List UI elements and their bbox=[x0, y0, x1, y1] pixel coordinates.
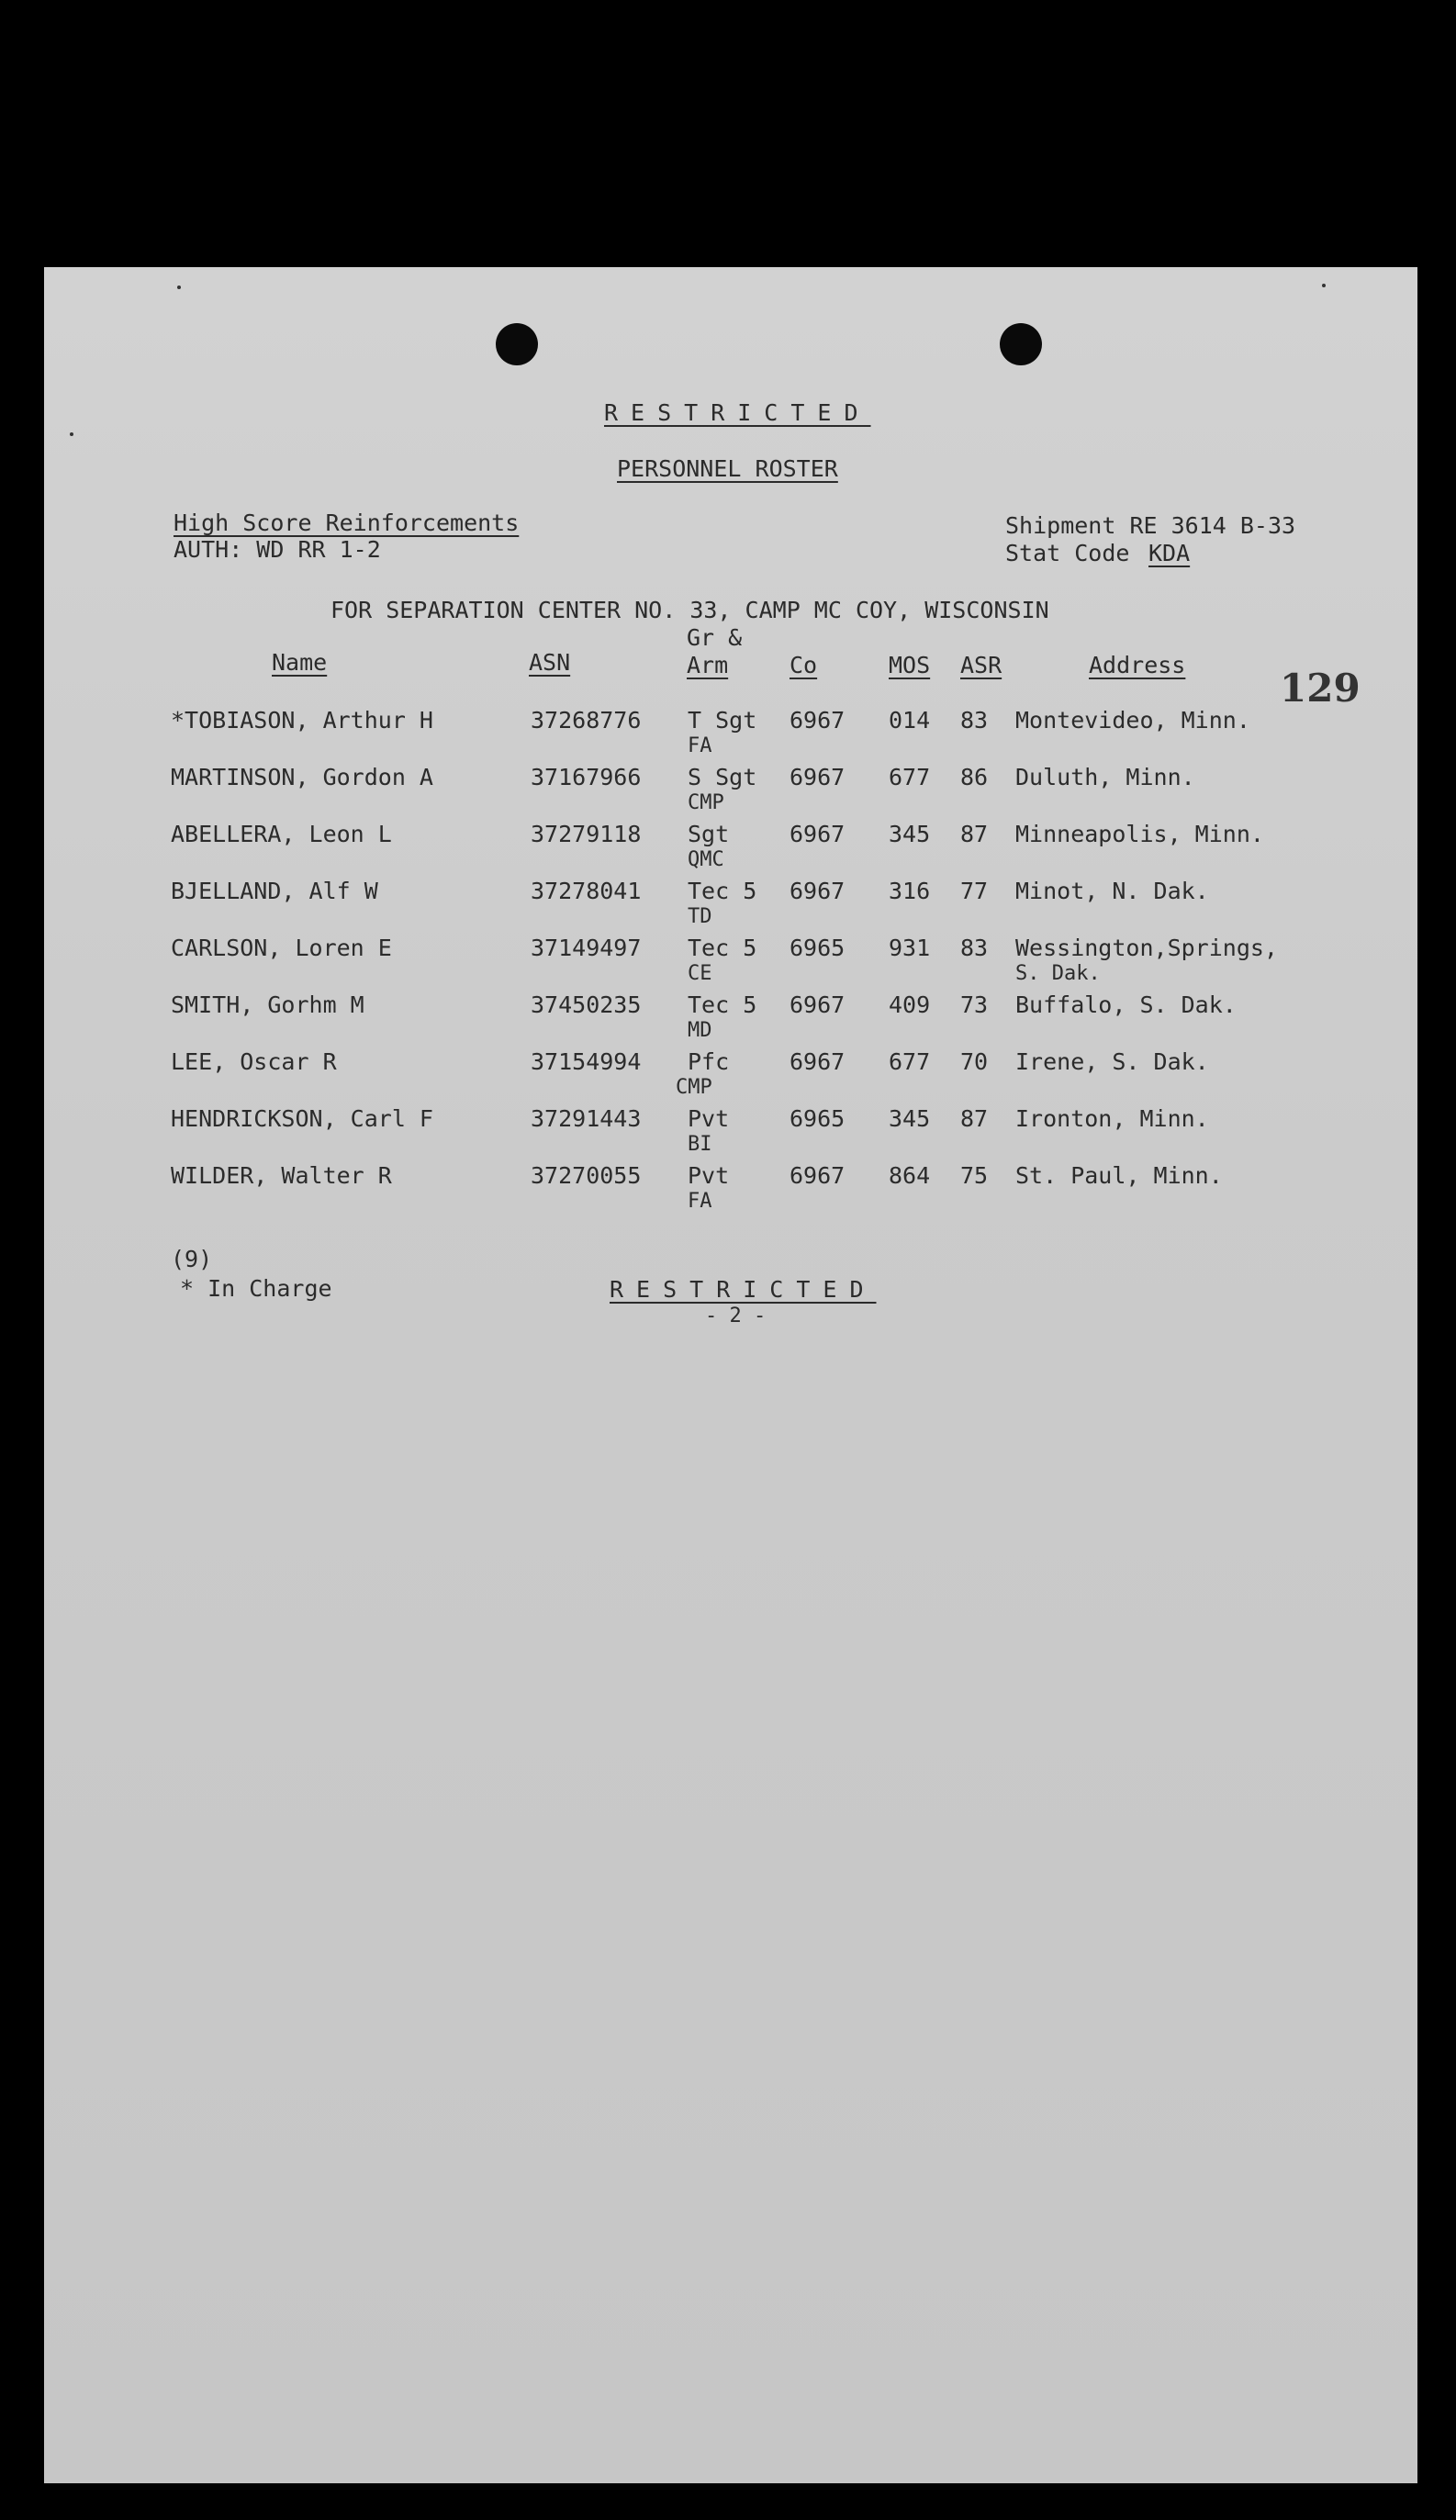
cell-mos: 677 bbox=[889, 1048, 931, 1075]
cell-arm: CE bbox=[688, 962, 712, 985]
cell-co: 6967 bbox=[790, 991, 846, 1018]
page-footer: - 2 - bbox=[705, 1305, 767, 1327]
cell-grade: T Sgt bbox=[688, 707, 757, 734]
punch-hole-right bbox=[1000, 323, 1042, 365]
cell-name: WILDER, Walter R bbox=[171, 1162, 392, 1189]
cell-address: Ironton, Minn. bbox=[1015, 1105, 1209, 1132]
cell-arm: FA bbox=[688, 1190, 712, 1213]
cell-arm: CMP bbox=[676, 1076, 712, 1099]
cell-address: Duluth, Minn. bbox=[1015, 764, 1195, 790]
cell-address: St. Paul, Minn. bbox=[1015, 1162, 1223, 1189]
document-title: PERSONNEL ROSTER bbox=[617, 455, 838, 482]
cell-co: 6967 bbox=[790, 764, 846, 790]
cell-arm: BI bbox=[688, 1133, 712, 1156]
stat-code-label: Stat Code bbox=[1005, 540, 1130, 566]
cell-asr: 83 bbox=[960, 707, 989, 734]
table-row bbox=[44, 993, 1417, 1050]
cell-co: 6965 bbox=[790, 935, 846, 961]
cell-address: Montevideo, Minn. bbox=[1015, 707, 1250, 734]
column-header-name: Name bbox=[272, 649, 328, 676]
cell-address-line2: S. Dak. bbox=[1015, 962, 1101, 985]
table-row bbox=[44, 936, 1417, 993]
cell-grade: Pfc bbox=[688, 1048, 730, 1075]
cell-co: 6967 bbox=[790, 707, 846, 734]
cell-asn: 37149497 bbox=[531, 935, 642, 961]
cell-asn: 37154994 bbox=[531, 1048, 642, 1075]
cell-arm: QMC bbox=[688, 848, 724, 871]
cell-co: 6967 bbox=[790, 1162, 846, 1189]
column-header-address: Address bbox=[1089, 652, 1186, 678]
cell-mos: 931 bbox=[889, 935, 931, 961]
classification-footer: RESTRICTED bbox=[610, 1276, 877, 1303]
cell-asr: 87 bbox=[960, 1105, 989, 1132]
cell-asr: 75 bbox=[960, 1162, 989, 1189]
cell-name: LEE, Oscar R bbox=[171, 1048, 337, 1075]
table-row bbox=[44, 879, 1417, 936]
cell-asn: 37268776 bbox=[531, 707, 642, 734]
cell-asn: 37450235 bbox=[531, 991, 642, 1018]
speck bbox=[177, 286, 181, 289]
cell-co: 6965 bbox=[790, 1105, 846, 1132]
cell-mos: 316 bbox=[889, 878, 931, 904]
cell-name: SMITH, Gorhm M bbox=[171, 991, 364, 1018]
cell-grade: Pvt bbox=[688, 1162, 730, 1189]
in-charge-note: * In Charge bbox=[180, 1275, 332, 1302]
cell-name: *TOBIASON, Arthur H bbox=[171, 707, 433, 734]
stat-code: KDA bbox=[1148, 540, 1191, 566]
group-name: High Score Reinforcements bbox=[174, 510, 520, 536]
document-page bbox=[44, 267, 1417, 2483]
column-header-grade-top: Gr & bbox=[687, 624, 743, 651]
column-header-mos: MOS bbox=[889, 652, 931, 678]
cell-arm: CMP bbox=[688, 791, 724, 814]
roster-count: (9) bbox=[171, 1246, 213, 1272]
cell-address: Buffalo, S. Dak. bbox=[1015, 991, 1237, 1018]
cell-mos: 409 bbox=[889, 991, 931, 1018]
cell-address: Minneapolis, Minn. bbox=[1015, 821, 1264, 847]
column-header-grade-bottom: Arm bbox=[687, 652, 729, 678]
cell-asr: 77 bbox=[960, 878, 989, 904]
cell-name: ABELLERA, Leon L bbox=[171, 821, 392, 847]
cell-address: Wessington,Springs, bbox=[1015, 935, 1278, 961]
cell-grade: Tec 5 bbox=[688, 991, 757, 1018]
table-row bbox=[44, 1050, 1417, 1107]
cell-asr: 87 bbox=[960, 821, 989, 847]
table-row bbox=[44, 823, 1417, 879]
cell-mos: 677 bbox=[889, 764, 931, 790]
cell-asn: 37270055 bbox=[531, 1162, 642, 1189]
cell-address: Minot, N. Dak. bbox=[1015, 878, 1209, 904]
cell-asr: 86 bbox=[960, 764, 989, 790]
cell-arm: FA bbox=[688, 734, 712, 757]
speck bbox=[70, 432, 73, 436]
cell-asn: 37291443 bbox=[531, 1105, 642, 1132]
cell-arm: TD bbox=[688, 905, 712, 928]
table-row bbox=[44, 766, 1417, 823]
cell-name: BJELLAND, Alf W bbox=[171, 878, 378, 904]
punch-hole-left bbox=[496, 323, 538, 365]
cell-asn: 37167966 bbox=[531, 764, 642, 790]
column-header-co: Co bbox=[790, 652, 818, 678]
cell-name: MARTINSON, Gordon A bbox=[171, 764, 433, 790]
destination: FOR SEPARATION CENTER NO. 33, CAMP MC COY, WISCONSIN bbox=[330, 597, 1049, 623]
cell-co: 6967 bbox=[790, 878, 846, 904]
cell-asr: 73 bbox=[960, 991, 989, 1018]
cell-co: 6967 bbox=[790, 821, 846, 847]
cell-mos: 014 bbox=[889, 707, 931, 734]
cell-grade: Pvt bbox=[688, 1105, 730, 1132]
page-number-stamp: 129 bbox=[1280, 666, 1361, 711]
cell-name: HENDRICKSON, Carl F bbox=[171, 1105, 433, 1132]
column-header-asr: ASR bbox=[960, 652, 1002, 678]
column-header-asn: ASN bbox=[529, 649, 571, 676]
authority: AUTH: WD RR 1-2 bbox=[174, 536, 381, 563]
cell-mos: 345 bbox=[889, 1105, 931, 1132]
cell-grade: Sgt bbox=[688, 821, 730, 847]
cell-mos: 345 bbox=[889, 821, 931, 847]
cell-name: CARLSON, Loren E bbox=[171, 935, 392, 961]
table-row bbox=[44, 709, 1417, 766]
cell-mos: 864 bbox=[889, 1162, 931, 1189]
table-row bbox=[44, 1164, 1417, 1221]
cell-grade: Tec 5 bbox=[688, 935, 757, 961]
cell-asr: 70 bbox=[960, 1048, 989, 1075]
cell-grade: Tec 5 bbox=[688, 878, 757, 904]
cell-asr: 83 bbox=[960, 935, 989, 961]
cell-arm: MD bbox=[688, 1019, 712, 1042]
cell-asn: 37278041 bbox=[531, 878, 642, 904]
speck bbox=[1322, 284, 1326, 287]
table-row bbox=[44, 1107, 1417, 1164]
cell-asn: 37279118 bbox=[531, 821, 642, 847]
cell-co: 6967 bbox=[790, 1048, 846, 1075]
cell-grade: S Sgt bbox=[688, 764, 757, 790]
classification-header: RESTRICTED bbox=[604, 399, 871, 426]
cell-address: Irene, S. Dak. bbox=[1015, 1048, 1209, 1075]
shipment-number: Shipment RE 3614 B-33 bbox=[1005, 512, 1296, 539]
